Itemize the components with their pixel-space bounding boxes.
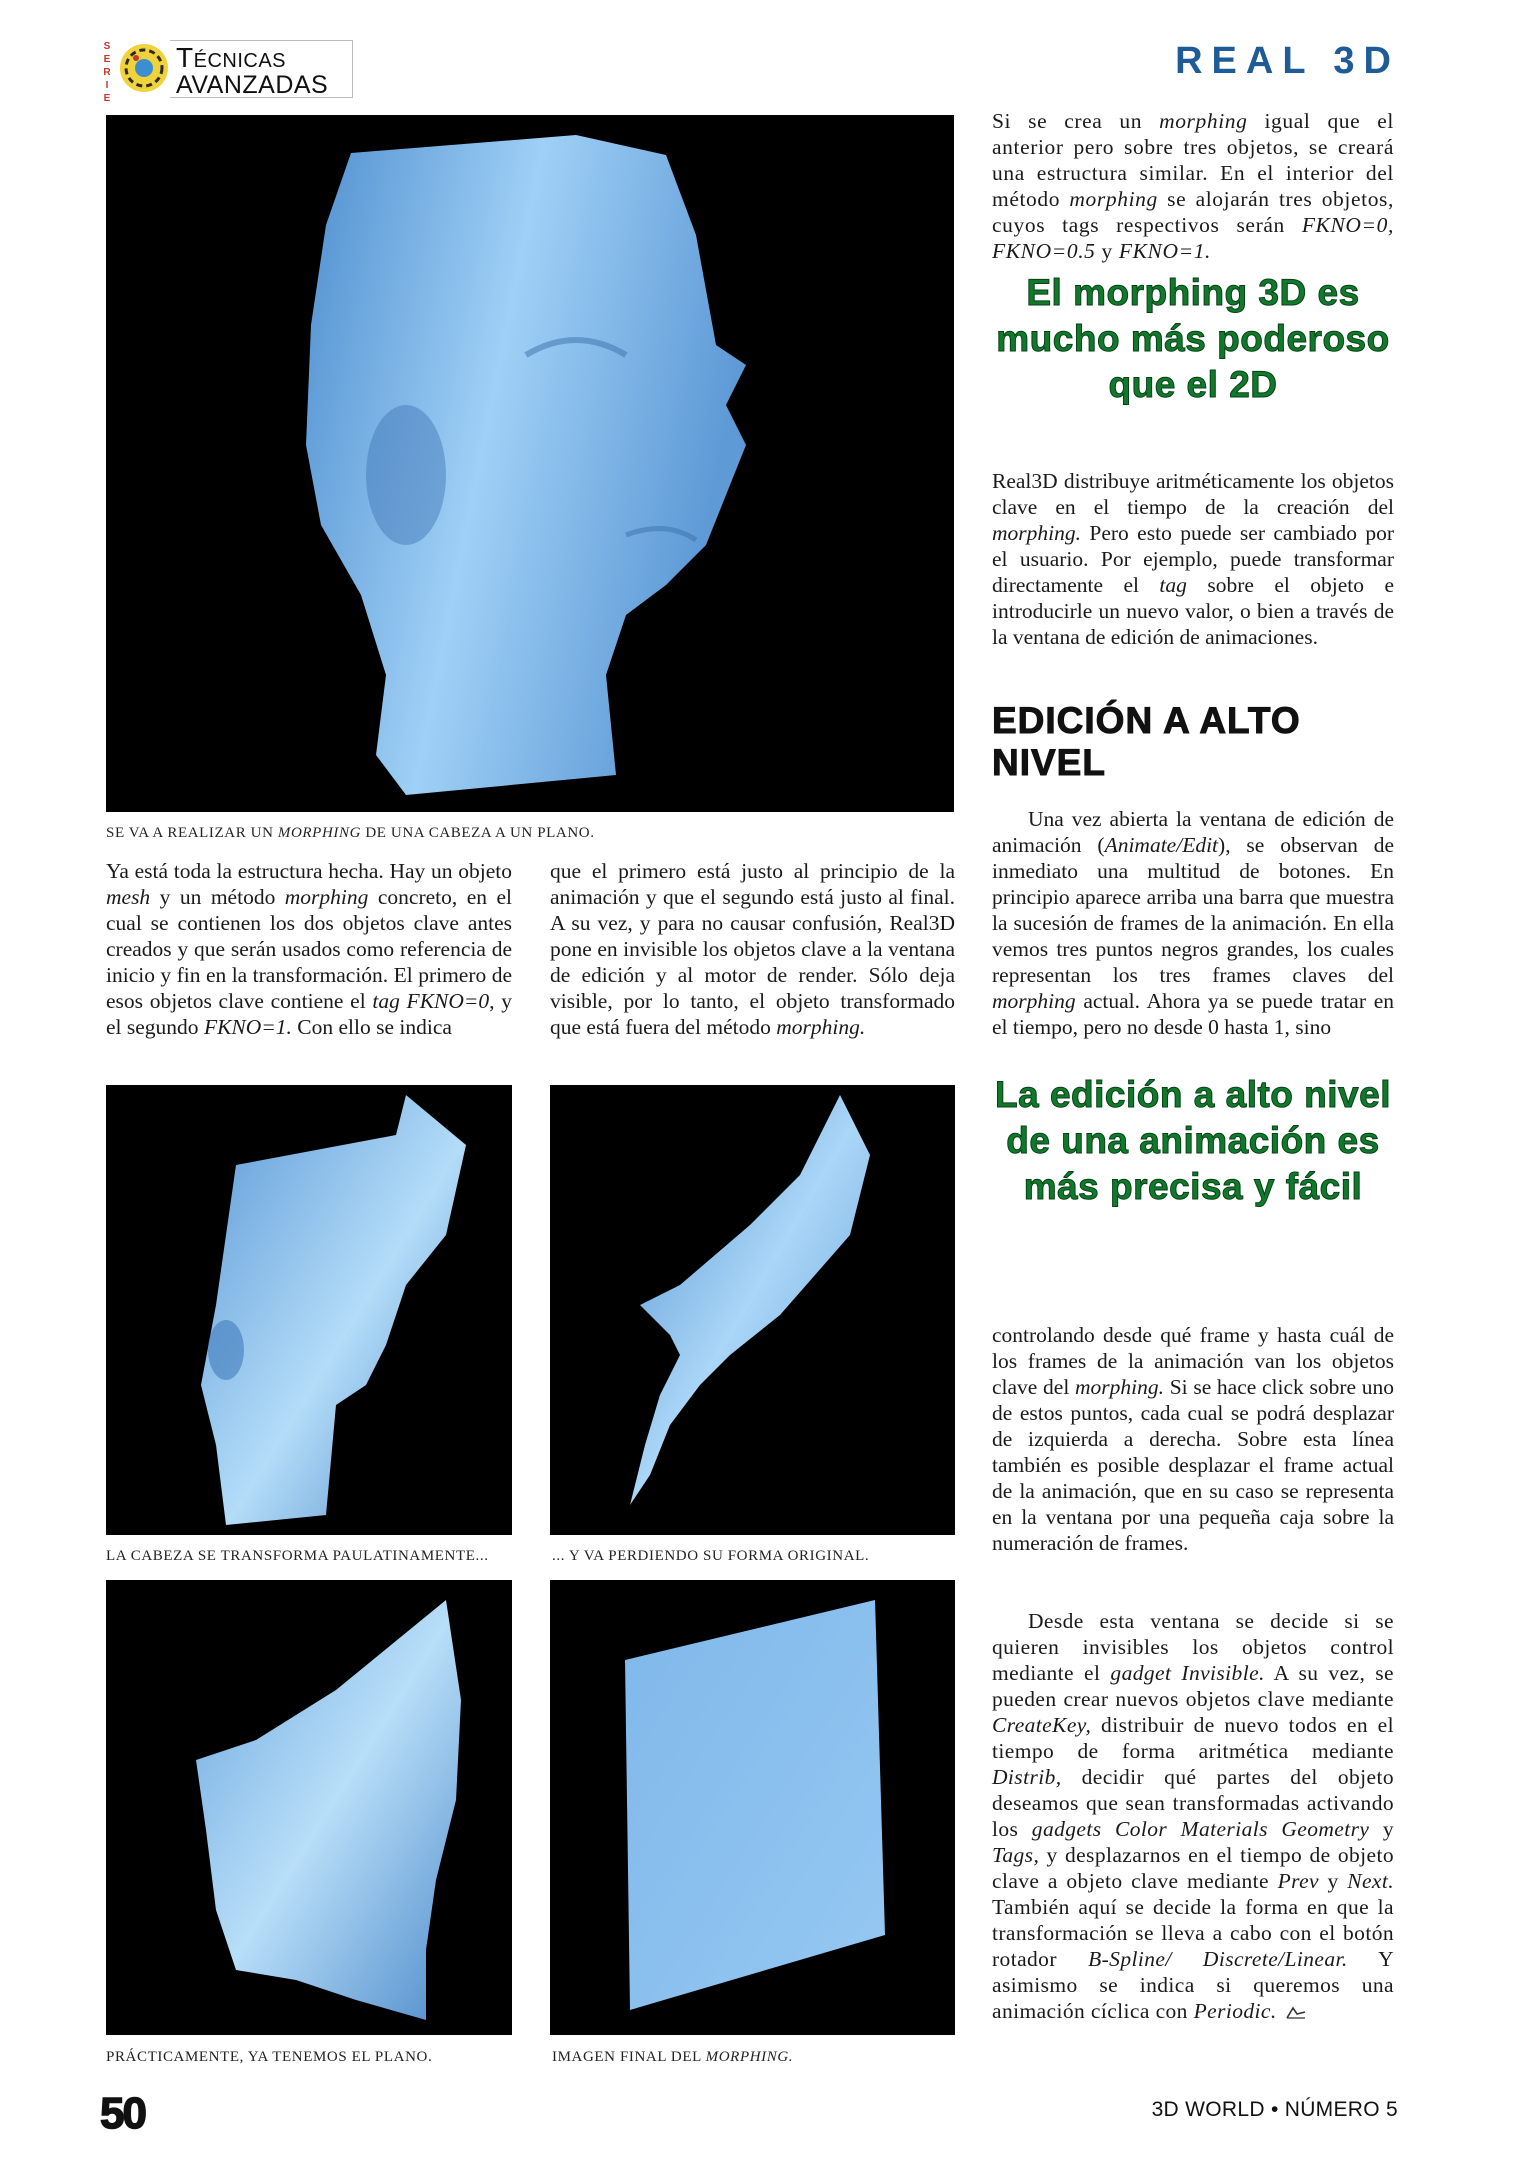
body-column-middle — [550, 858, 955, 1040]
right-paragraph-1: Si se crea un morphing igual que el anterior pero sobre tres objetos, se creará una estructura similar. En el interior del método morphing se alojarán tres objetos, cuyos tags respectivos serán FKNO=0, FKNO=0.5 y FKNO=1. — [992, 109, 1395, 263]
right-paragraph-3: Una vez abierta la ventana de edición de animación (Animate/Edit), se observan de inmediato una multitud de botones. En principio aparece arriba una barra que muestra la sucesión de frames de la animación. En ella vemos tres puntos negros grandes, los cuales representan los tres frames claves del morphing actual. Ahora ya se puede tratar en el tiempo, pero no desde 0 hasta 1, sino — [992, 807, 1394, 1039]
twisted-sheet-image — [550, 1085, 955, 1535]
head-render-image — [106, 115, 954, 812]
series-letters: SERIE — [103, 41, 111, 104]
series-emblem-icon — [116, 40, 172, 96]
right-paragraph-5: Desde esta ventana se decide si se quieren invisibles los objetos control mediante el gadget Invisible. A su vez, se pueden crear nuevos objetos clave mediante CreateKey, distribuir de nuevo todos en el tiempo de forma aritmética mediante Distrib, decidir qué partes del objeto deseamos que sean transformadas activando los gadgets Color Materials Geometry y Tags, y desplazarnos en el tiempo de objeto clave a objeto clave mediante Prev y Next. También aquí se decide la forma en que la transformación se lleva a cabo con el botón rotador B-Spline/ Discrete/Linear. Y asimismo se indica si queremos una animación cíclica con Periodic. — [992, 1609, 1394, 2023]
right-paragraph-2: Real3D distribuye aritméticamente los objetos clave en el tiempo de la creación del morphing. Pero esto puede ser cambiado por el usuario. Por ejemplo, puede transformar directamente el tag sobre el objeto e introducirle un nuevo valor, o bien a través de la ventana de edición de animaciones. — [992, 469, 1394, 649]
plane-image-caption — [552, 2048, 957, 2066]
end-mark-icon — [1285, 2006, 1307, 2020]
series-title-line2: AVANZADAS — [176, 71, 329, 99]
paragraph: Ya está toda la estructura hecha. Hay un objeto mesh y un método morphing concreto, en el cual se contienen los dos objetos clave antes creados y que serán usados como referencia de inicio y fin en la transformación. El primero de esos objetos clave contiene el tag FKNO=0, y el segundo FKNO=1. Con ello se indica — [106, 859, 513, 1039]
head-transforming-image — [106, 1085, 512, 1535]
page-number-text: 50 — [100, 2090, 145, 2134]
footer-magazine-issue: 3D WORLD • NÚMERO 5 — [1151, 2098, 1398, 2121]
pullquote-edition: La edición a alto nivel de una animación es más precisa y fácil — [995, 1074, 1391, 1207]
sheet-image-caption: PRÁCTICAMENTE, YA TENEMOS EL PLANO. — [106, 2049, 433, 2065]
caption-emphasis: MORPHING — [277, 825, 362, 841]
twist-image-caption: ... Y VA PERDIENDO SU FORMA ORIGINAL. — [552, 1548, 870, 1564]
caption-text: IMAGEN FINAL DEL — [552, 2049, 706, 2065]
caption-emphasis: MORPHING. — [705, 2049, 794, 2065]
series-vertical-label — [100, 40, 114, 105]
head-image-caption — [106, 824, 954, 842]
page-number — [96, 2090, 186, 2134]
caption-text: DE UNA CABEZA A UN PLANO. — [361, 825, 595, 841]
almost-plane-image — [106, 1580, 512, 2035]
series-title-line1: Técnicas — [176, 42, 287, 73]
paragraph: que el primero está justo al principio de la animación y que el segundo está justo al final. A su vez, y para no causar confusión, Real3D pone en invisible los objetos clave a la ventana de edición y al motor de render. Sólo deja visible, por lo tanto, el objeto transformado que está fuera del método morphing. — [550, 859, 955, 1039]
side-image-caption: LA CABEZA SE TRANSFORMA PAULATINAMENTE... — [106, 1548, 489, 1564]
section-title: REAL 3D — [1175, 40, 1400, 82]
section-subheading: EDICIÓN A ALTO NIVEL — [992, 700, 1301, 783]
final-plane-image — [550, 1580, 955, 2035]
body-column-left — [106, 858, 512, 1040]
pullquote-morphing: El morphing 3D es mucho más poderoso que el 2D — [996, 272, 1390, 405]
caption-text: SE VA A REALIZAR UN — [106, 825, 278, 841]
right-paragraph-4: controlando desde qué frame y hasta cuál de los frames de la animación van los objetos clave del morphing. Si se hace click sobre uno de estos puntos, cada cual se podrá desplazar de izquierda a derecha. Sobre esta línea también es posible desplazar el frame actual de la animación, que en su caso se representa en la ventana por una pequeña caja sobre la numeración de frames. — [992, 1323, 1394, 1555]
